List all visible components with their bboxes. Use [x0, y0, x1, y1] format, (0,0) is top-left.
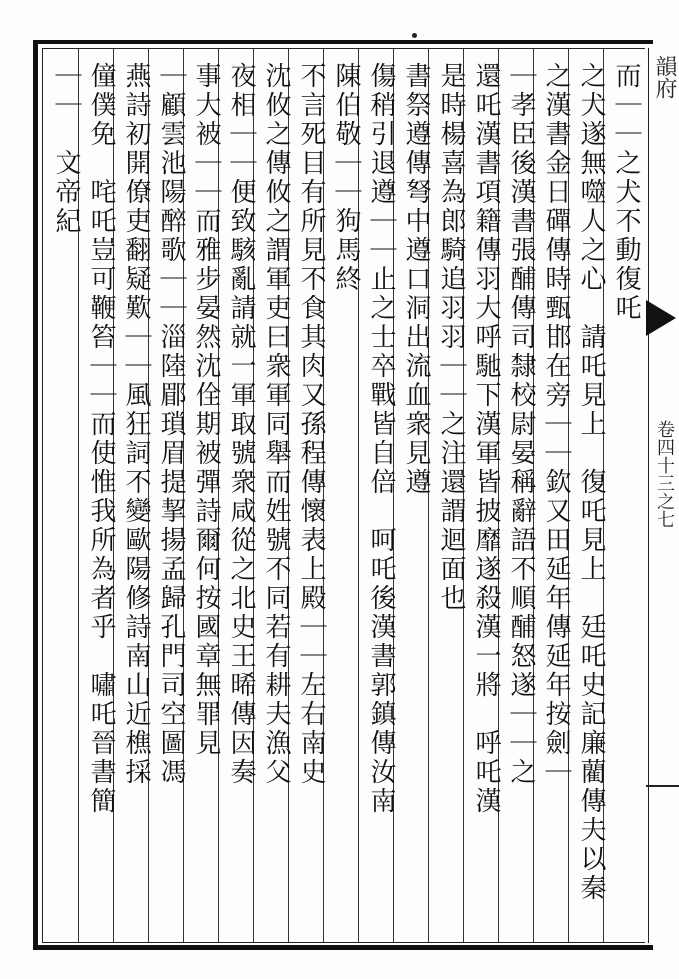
fore-edge-title: 韻府 — [652, 55, 677, 99]
text-column-5: 還吒漢書項籍傳羽大呼馳下漢軍皆披靡遂殺漢一將 呼吒漢 — [471, 62, 501, 816]
text-column-13: 事大被｜｜而雅步晏然沈佺期被彈詩爾何按國章無罪見 — [191, 62, 221, 758]
text-column-3: 之漢書金日磾傳時甄邯在旁｜｜欽又田延年傳延年按劍｜ — [541, 62, 571, 787]
fore-edge-volume: 卷四十三之七 — [654, 420, 675, 528]
text-column-16: 僮僕免 咤吒豈可鞭笞｜｜而使惟我所為者乎 嘯吒晉書簡 — [86, 62, 116, 816]
fore-edge-rule — [646, 785, 679, 787]
text-column-11: 沈攸之傳攸之謂軍吏曰衆軍同舉而姓號不同若有耕夫漁父 — [261, 62, 291, 787]
text-column-9: 陳伯敬｜｜狗馬終 — [331, 62, 361, 294]
text-column-4: ｜孝臣後漢書張酺傳司隸校尉晏稱辭語不順酺怒遂｜｜之 — [506, 62, 536, 787]
text-column-12: 夜相｜｜便致駭亂請就一軍取號衆咸從之北史王晞傳因奏 — [226, 62, 256, 787]
text-column-17: ｜｜ 文帝紀 — [51, 62, 81, 236]
text-column-10: 不言死目有所見不食其肉又孫程傳懷表上殿｜｜左右南史 — [296, 62, 326, 787]
text-column-15: 燕詩初開僚吏翻疑歎｜｜風狂詞不變歐陽修詩南山近樵採 — [121, 62, 151, 787]
text-column-2: 之犬遂無噬人之心 請吒見上 復吒見上 廷吒史記廉藺傳夫以秦 — [576, 62, 606, 903]
text-column-14: ｜顧雲池陽醉歌｜｜淄陸郿瑣眉提挈揚孟歸孔門司空圖馮 — [156, 62, 186, 787]
fish-tail-mark — [646, 300, 676, 336]
text-column-1: 而｜｜之犬不動復吒 — [611, 62, 641, 323]
text-column-7: 書祭遵傳弩中遵口洞出流血衆見遵 — [401, 62, 431, 497]
text-column-6: 是時楊喜為郎騎追羽羽｜｜之注還謂迴面也 — [436, 62, 466, 613]
print-mark — [412, 33, 417, 38]
text-column-8: 傷稍引退遵｜｜止之士卒戰皆自倍 呵吒後漢書郭鎮傳汝南 — [366, 62, 396, 816]
